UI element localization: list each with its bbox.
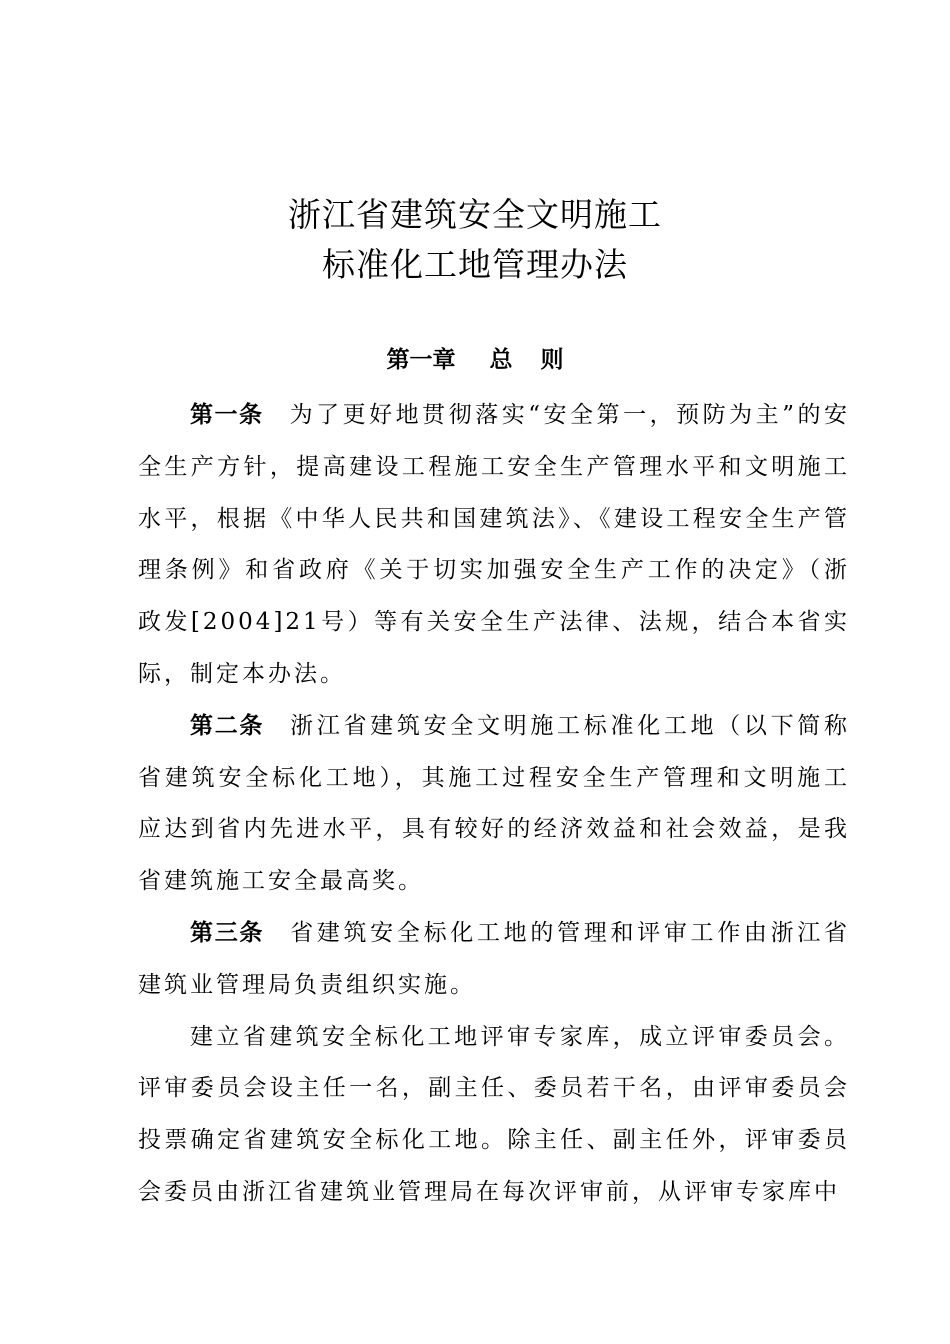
- article-paragraph: [138, 908, 850, 1012]
- chapter-name-part-2: 则: [540, 347, 564, 373]
- paragraph-text: 建立省建筑安全标化工地评审专家库，成立评审委员会。评审委员会设主任一名，副主任、委员若干名，由评审委员会投票确定省建筑安全标化工地。除主任、副主任外，评审委员会委员由浙江省建筑业管理局在每次评审前，从评审专家库中: [138, 1023, 850, 1205]
- document-body: [138, 390, 850, 1219]
- body-paragraph: [138, 1012, 850, 1219]
- article-text: 为了更好地贯彻落实“安全第一，预防为主”的安全生产方针，提高建设工程施工安全生产管理水平和文明施工水平，根据《中华人民共和国建筑法》、《建设工程安全生产管理条例》和省政府《关于切实加强安全生产工作的决定》（浙政发[2004]21号）等有关安全生产法律、法规，结合本省实际，制定本办法。: [138, 402, 850, 687]
- document-title-line-1: 浙江省建筑安全文明施工: [288, 195, 662, 234]
- chapter-number: 第一章: [386, 347, 456, 373]
- article-text: 浙江省建筑安全文明施工标准化工地（以下简称省建筑安全标化工地），其施工过程安全生产管理和文明施工应达到省内先进水平，具有较好的经济效益和社会效益，是我省建筑施工安全最高奖。: [138, 712, 851, 895]
- article-paragraph: [138, 390, 850, 701]
- article-paragraph: [138, 701, 850, 908]
- chapter-name-part-1: 总: [489, 347, 513, 373]
- article-label: 第三条: [190, 919, 265, 946]
- document-title-line-2: 标准化工地管理办法: [322, 245, 628, 284]
- article-text: 省建筑安全标化工地的管理和评审工作由浙江省建筑业管理局负责组织实施。: [138, 919, 851, 998]
- chapter-heading: [0, 345, 950, 375]
- article-label: 第一条: [190, 402, 264, 428]
- article-label: 第二条: [190, 712, 265, 739]
